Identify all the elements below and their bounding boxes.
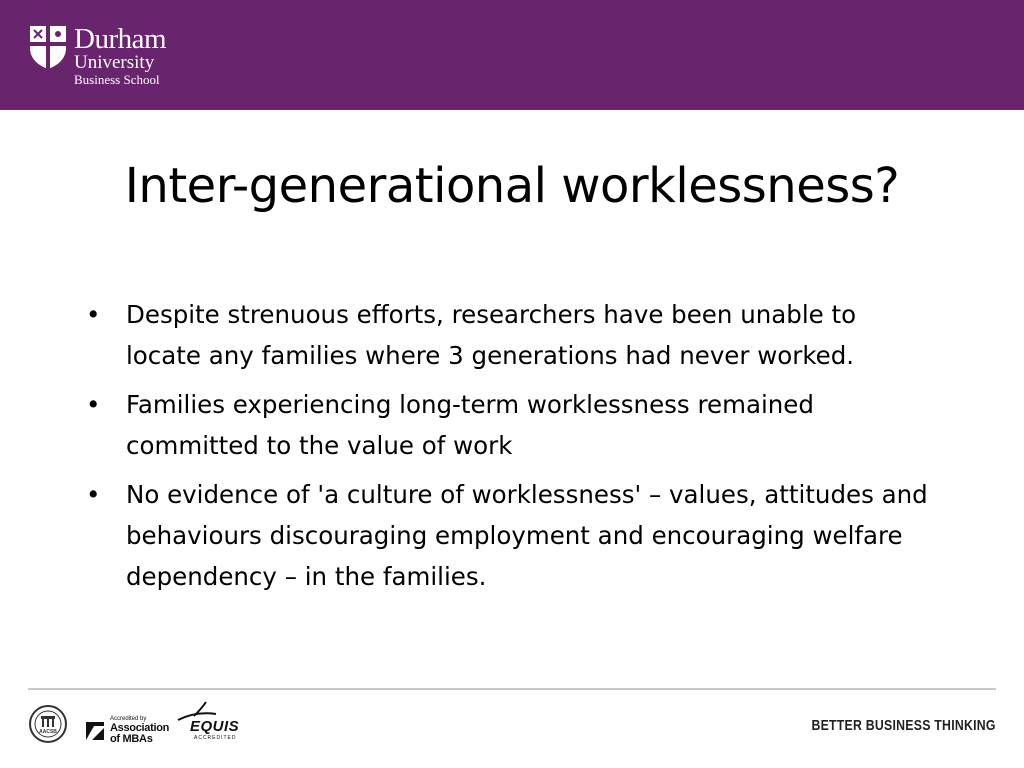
amba-accredited-by: Accredited by [110, 716, 147, 722]
equis-logo [176, 700, 238, 746]
bullet-icon: • [86, 480, 101, 509]
aacsb-text: AACSB [39, 729, 57, 735]
logo-business-school: Business School [74, 72, 160, 87]
bullet-item [84, 294, 934, 376]
logo-text [74, 24, 166, 88]
durham-logo [28, 24, 208, 88]
bullet-text: No evidence of 'a culture of worklessness' – values, attitudes and behaviours discouraging employment and encouraging welfare dependency – in the families. [126, 480, 928, 591]
bullet-list [84, 294, 934, 605]
logo-name: Durham [74, 23, 167, 55]
amba-logo [84, 714, 168, 746]
amba-line1: Association [110, 722, 170, 734]
equis-accredited: ACCREDITED [194, 735, 237, 741]
bullet-item [84, 384, 934, 466]
durham-shield-icon [28, 24, 68, 70]
amba-line2: of MBAs [110, 733, 153, 745]
bullet-item [84, 474, 934, 597]
slide-title: Inter-generational worklessness? [124, 158, 900, 214]
aacsb-seal-icon [28, 704, 68, 744]
logo-university: University [74, 52, 155, 73]
bullet-icon: • [86, 390, 101, 419]
bullet-text: Despite strenuous efforts, researchers have been unable to locate any families where 3 generations had never worked. [126, 300, 857, 370]
bullet-icon: • [86, 300, 101, 329]
equis-word: EQUIS [190, 718, 240, 735]
footer-divider [28, 688, 996, 690]
footer-tagline: BETTER BUSINESS THINKING [811, 717, 996, 734]
bullet-text: Families experiencing long-term worklessness remained committed to the value of work [126, 390, 814, 460]
header-band [0, 0, 1024, 110]
amba-text [110, 716, 169, 745]
amba-arrow-icon [84, 718, 108, 742]
